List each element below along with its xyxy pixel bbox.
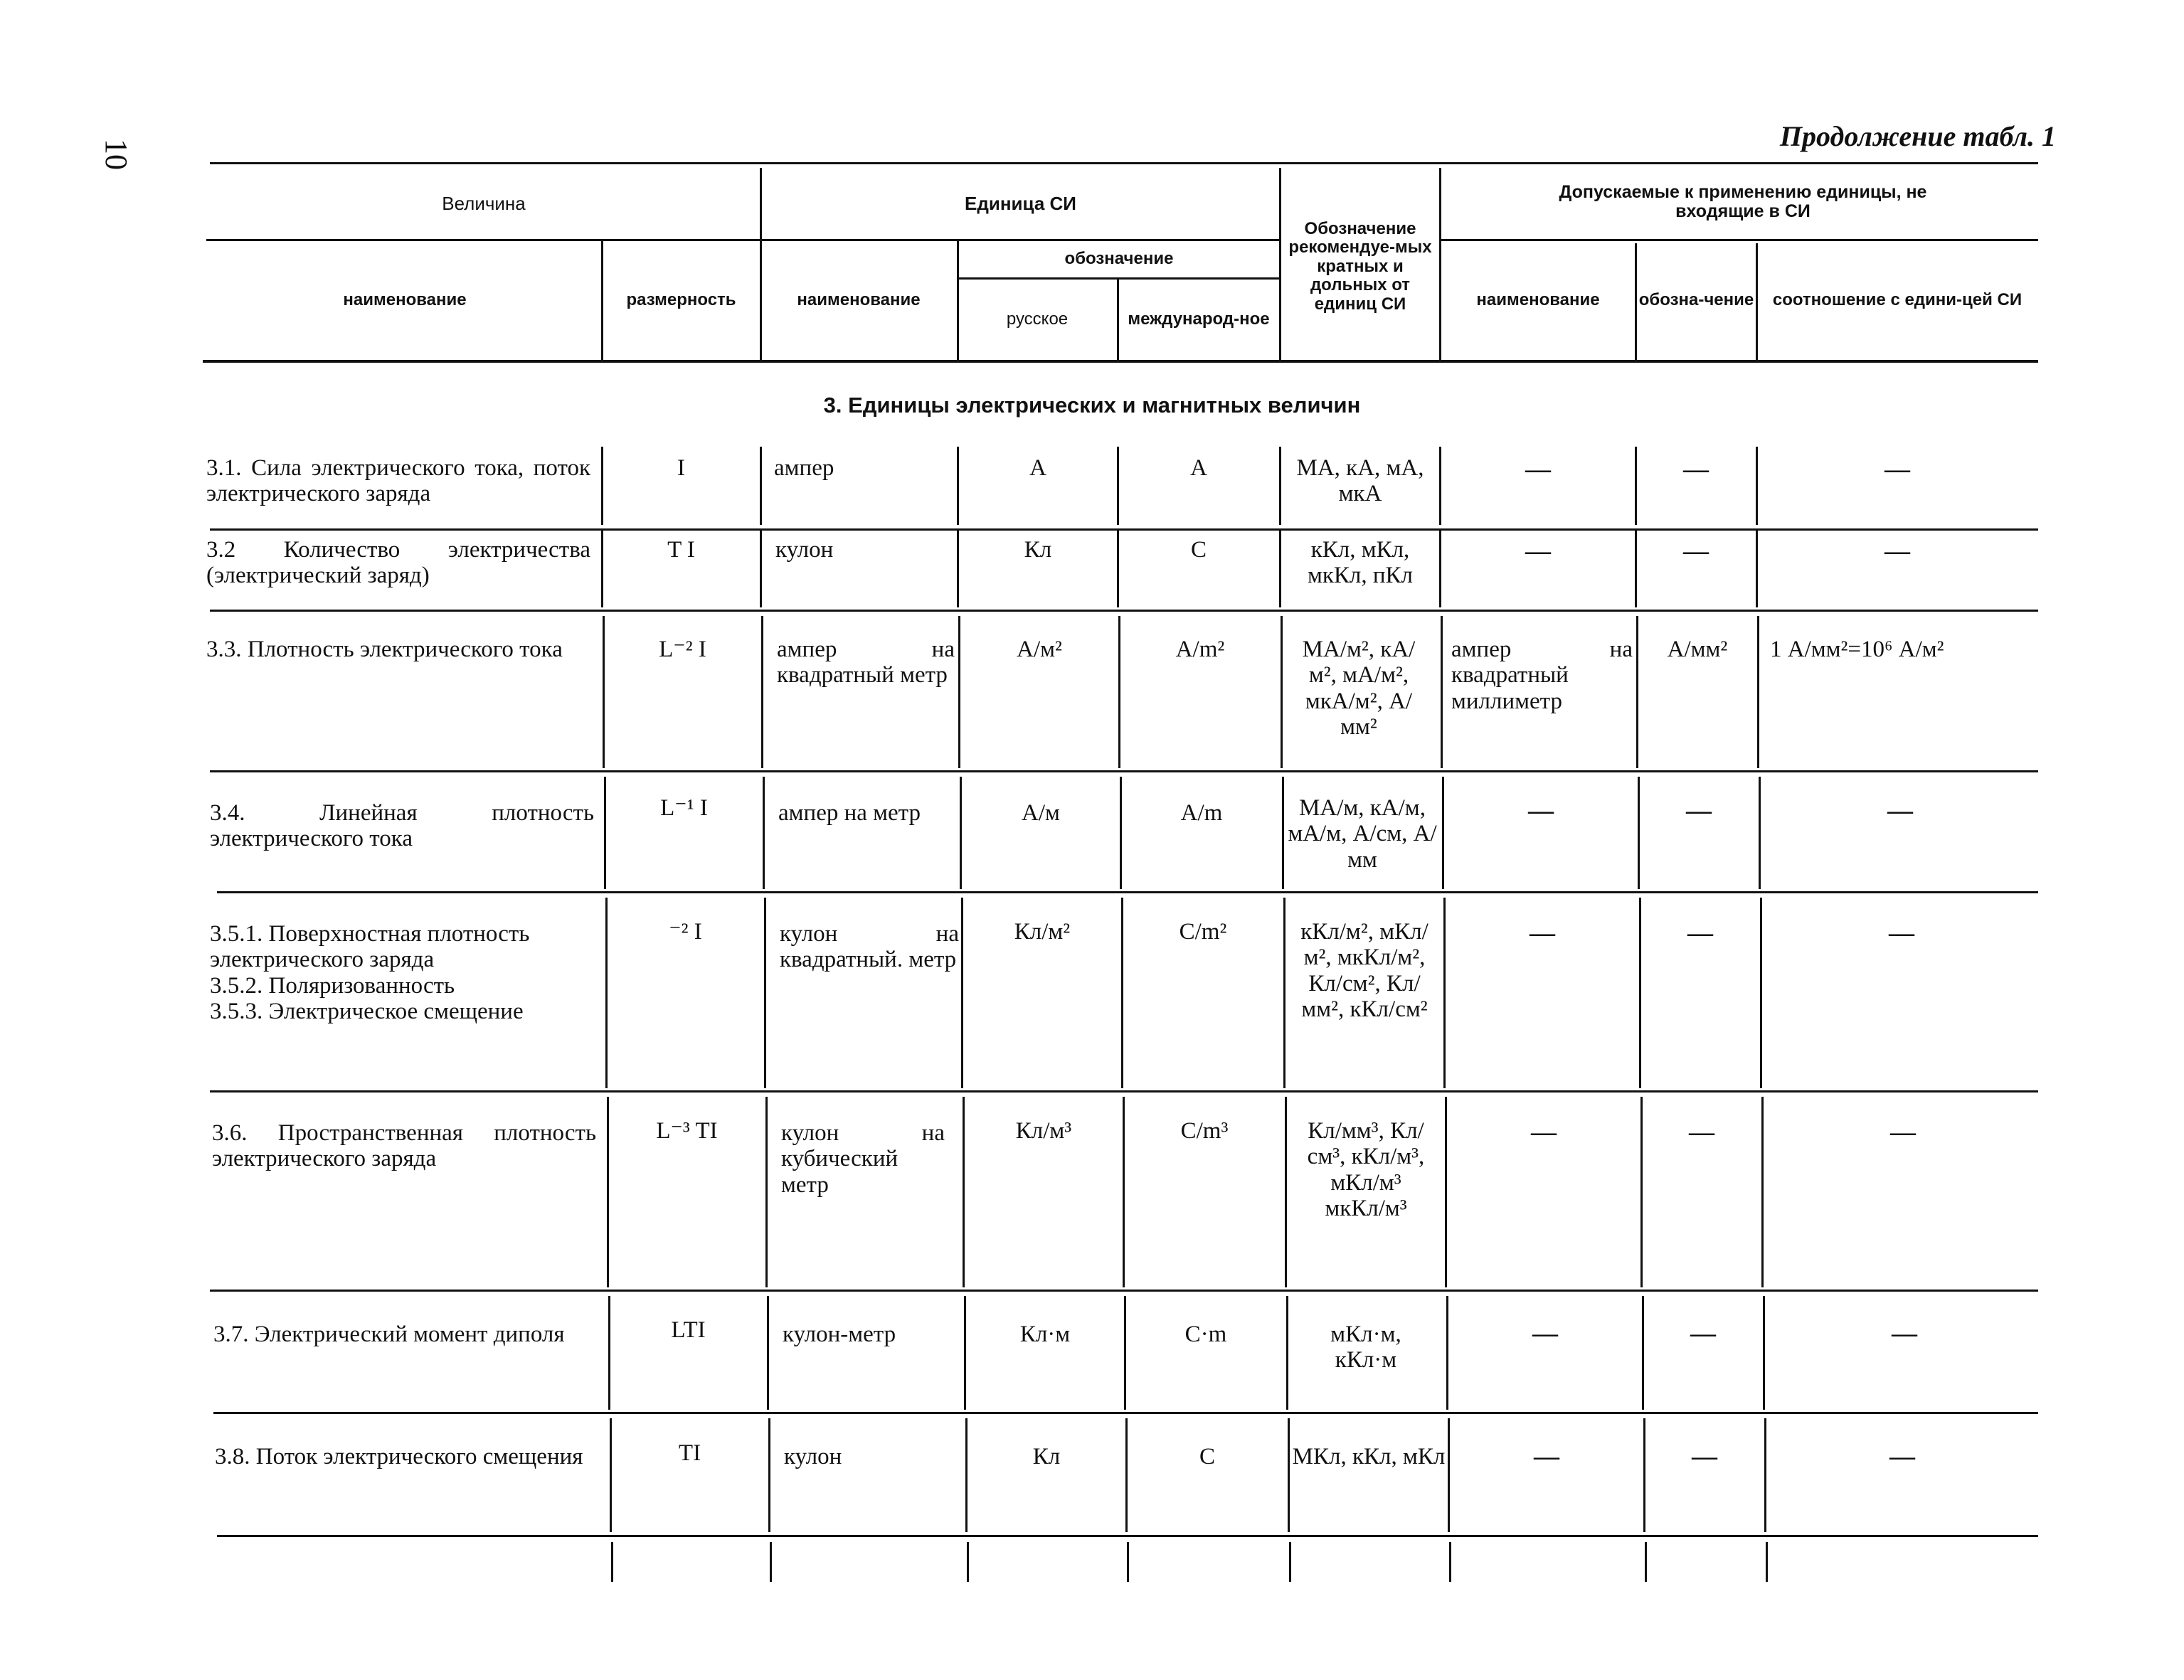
- column-rule: [1446, 1296, 1448, 1410]
- row-allowed-name: —: [1525, 536, 1551, 565]
- column-rule: [605, 898, 608, 1088]
- column-rule: [967, 1542, 969, 1582]
- row-unit-name: кулон на кубический метр: [781, 1120, 945, 1198]
- column-rule: [1766, 1542, 1768, 1582]
- row-rule: [210, 1090, 2038, 1092]
- column-rule: [1449, 1542, 1451, 1582]
- row-dimension: TI: [678, 1440, 701, 1466]
- header-bottom-rule: [203, 360, 2038, 363]
- column-rule: [1636, 616, 1638, 768]
- row-multiples: МА/м², кА/м², мА/м², мкА/м², А/мм²: [1302, 637, 1416, 740]
- row-symbol-ru: Кл: [1032, 1444, 1061, 1469]
- row-ratio: —: [1889, 918, 1914, 947]
- column-rule: [1289, 1542, 1291, 1582]
- header-mid-rule-left: [206, 239, 1281, 241]
- row-rule: [210, 1290, 2038, 1292]
- row-quantity: 3.4. Линейная плотность электрического тока: [210, 800, 594, 852]
- row-rule: [210, 610, 2038, 612]
- header-recommended: Обозначение рекомендуе-мых кратных и дольных от единиц СИ: [1288, 219, 1432, 314]
- section-title: 3. Единицы электрических и магнитных величин: [823, 393, 1361, 418]
- column-rule: [1756, 531, 1758, 607]
- column-rule: [1283, 898, 1286, 1088]
- column-rule: [770, 1542, 772, 1582]
- row-symbol-intl: C/m²: [1179, 919, 1227, 945]
- column-rule: [957, 531, 959, 607]
- row-allowed-symbol: —: [1687, 918, 1713, 947]
- row-symbol-intl: A/m: [1180, 800, 1223, 826]
- row-multiples: МА/м, кА/м, мА/м, А/см, А/мм: [1288, 795, 1437, 873]
- column-rule: [1645, 1542, 1647, 1582]
- column-rule: [964, 1296, 966, 1410]
- header-vline: [1756, 243, 1758, 360]
- row-allowed-name: ампер на квадратный миллиметр: [1451, 637, 1633, 714]
- header-name-si: наименование: [797, 290, 921, 310]
- column-rule: [1117, 531, 1119, 607]
- column-rule: [1124, 1296, 1126, 1410]
- column-rule: [1642, 1296, 1644, 1410]
- column-rule: [1635, 531, 1637, 607]
- column-rule: [601, 447, 603, 525]
- row-allowed-name: —: [1531, 1117, 1557, 1146]
- row-allowed-name: —: [1528, 796, 1554, 824]
- column-rule: [1439, 531, 1441, 607]
- column-rule: [1759, 777, 1761, 889]
- column-rule: [760, 531, 762, 607]
- row-unit-name: кулон: [775, 537, 834, 563]
- row-quantity: 3.6. Пространственная плотность электрического заряда: [212, 1120, 596, 1172]
- header-quantity: Величина: [442, 192, 526, 214]
- row-dimension: L⁻³ TI: [656, 1118, 718, 1144]
- row-rule: [213, 1412, 2038, 1414]
- header-designation-allowed: обозна-чение: [1638, 290, 1754, 310]
- column-rule: [763, 777, 765, 889]
- row-symbol-ru: А/м: [1022, 800, 1060, 826]
- column-rule: [1448, 1418, 1450, 1532]
- row-multiples: мКл·м, кКл·м: [1330, 1322, 1401, 1373]
- row-allowed-symbol: —: [1683, 536, 1709, 565]
- row-symbol-intl: A/m²: [1175, 637, 1225, 662]
- header-vline: [1117, 277, 1119, 360]
- column-rule: [1640, 1097, 1643, 1287]
- column-rule: [1445, 1097, 1447, 1287]
- column-rule: [765, 1097, 768, 1287]
- row-ratio: —: [1889, 1442, 1915, 1470]
- column-rule: [965, 1418, 968, 1532]
- row-allowed-name: —: [1530, 918, 1555, 947]
- continuation-title: Продолжение табл. 1: [1779, 120, 2056, 152]
- row-quantity: 3.8. Поток электрического смещения: [215, 1444, 583, 1469]
- row-symbol-intl: C: [1199, 1444, 1215, 1469]
- column-rule: [961, 898, 963, 1088]
- header-designation: обозначение: [1064, 248, 1174, 268]
- header-international: международ-ное: [1128, 309, 1270, 329]
- table-top-rule: [210, 162, 2038, 164]
- row-rule: [210, 770, 2038, 772]
- row-quantity: 3.1. Сила электрического тока, поток электрического заряда: [206, 455, 590, 507]
- column-rule: [1286, 1296, 1288, 1410]
- column-rule: [608, 1296, 610, 1410]
- row-symbol-ru: Кл/м²: [1014, 919, 1071, 945]
- column-rule: [1757, 616, 1759, 768]
- row-multiples: кКл/м², мКл/м², мкКл/м², Кл/см², Кл/мм², кКл/см²: [1300, 919, 1428, 1022]
- row-quantity: 3.5.1. Поверхностная плотность электрического заряда 3.5.2. Поляризованность 3.5.3. Электрическое смещение: [210, 921, 530, 1024]
- header-vline: [1439, 168, 1441, 360]
- page-number: 10: [99, 139, 134, 170]
- row-allowed-symbol: —: [1690, 1319, 1716, 1347]
- header-name-quantity: наименование: [343, 290, 467, 310]
- row-unit-name: ампер на квадратный метр: [777, 637, 955, 689]
- header-russian: русское: [1006, 309, 1069, 329]
- column-rule: [764, 898, 766, 1088]
- row-symbol-ru: Кл: [1024, 537, 1052, 563]
- column-rule: [1443, 898, 1446, 1088]
- header-name-allowed: наименование: [1476, 290, 1600, 310]
- row-ratio: 1 А/мм²=10⁶ А/м²: [1770, 637, 1944, 662]
- row-symbol-ru: Кл·м: [1019, 1322, 1071, 1347]
- row-allowed-symbol: А/мм²: [1667, 637, 1728, 662]
- row-allowed-symbol: —: [1686, 796, 1712, 824]
- row-unit-name: кулон на квадратный. метр: [780, 921, 959, 973]
- column-rule: [1761, 1097, 1764, 1287]
- row-rule: [210, 528, 2038, 531]
- row-symbol-ru: А: [1029, 455, 1046, 481]
- column-rule: [1118, 616, 1120, 768]
- column-rule: [963, 1097, 965, 1287]
- row-symbol-intl: A: [1190, 455, 1207, 481]
- column-rule: [760, 447, 762, 525]
- column-rule: [767, 1296, 769, 1410]
- row-unit-name: кулон-метр: [783, 1322, 896, 1347]
- row-allowed-name: —: [1534, 1442, 1559, 1470]
- column-rule: [1638, 777, 1640, 889]
- column-rule: [603, 616, 605, 768]
- row-allowed-name: —: [1532, 1319, 1558, 1347]
- column-rule: [960, 777, 962, 889]
- row-allowed-symbol: —: [1683, 454, 1709, 483]
- column-rule: [1120, 777, 1122, 889]
- column-rule: [607, 1097, 609, 1287]
- column-rule: [957, 447, 959, 525]
- row-multiples: Кл/мм³, Кл/см³, кКл/м³, мКл/м³ мкКл/м³: [1307, 1118, 1425, 1221]
- row-ratio: —: [1887, 796, 1913, 824]
- row-multiples: МКл, кКл, мКл: [1292, 1444, 1446, 1469]
- column-rule: [1117, 447, 1119, 525]
- column-rule: [1643, 1418, 1645, 1532]
- row-dimension: ⁻² I: [669, 919, 702, 945]
- column-rule: [1635, 447, 1637, 525]
- column-rule: [1125, 1418, 1128, 1532]
- column-rule: [1764, 1418, 1766, 1532]
- column-rule: [1756, 447, 1758, 525]
- row-dimension: L⁻² I: [659, 637, 706, 662]
- row-allowed-symbol: —: [1689, 1117, 1714, 1146]
- row-unit-name: ампер: [774, 455, 834, 481]
- row-allowed-name: —: [1525, 454, 1551, 483]
- column-rule: [1442, 777, 1444, 889]
- column-rule: [601, 531, 603, 607]
- row-symbol-ru: Кл/м³: [1015, 1118, 1072, 1144]
- column-rule: [604, 777, 606, 889]
- header-dimension: размерность: [626, 290, 736, 310]
- row-rule: [217, 891, 2038, 893]
- row-symbol-intl: C: [1190, 537, 1207, 563]
- row-dimension: I: [677, 455, 685, 481]
- column-rule: [1279, 531, 1281, 607]
- row-quantity: 3.2 Количество электричества (электрический заряд): [206, 537, 590, 589]
- header-mid-rule-right: [1441, 239, 2038, 241]
- column-rule: [1760, 898, 1762, 1088]
- column-rule: [1123, 1097, 1125, 1287]
- row-quantity: 3.3. Плотность электрического тока: [206, 637, 563, 662]
- column-rule: [1441, 616, 1443, 768]
- row-ratio: —: [1885, 536, 1910, 565]
- row-symbol-intl: C/m³: [1180, 1118, 1229, 1144]
- row-symbol-ru: А/м²: [1017, 637, 1062, 662]
- row-ratio: —: [1890, 1117, 1916, 1146]
- column-rule: [1639, 898, 1641, 1088]
- column-rule: [1288, 1418, 1290, 1532]
- header-si-unit: Единица СИ: [965, 192, 1076, 214]
- column-rule: [1439, 447, 1441, 525]
- row-dimension: T I: [667, 537, 695, 563]
- row-unit-name: кулон: [784, 1444, 842, 1469]
- column-rule: [1127, 1542, 1129, 1582]
- row-ratio: —: [1892, 1319, 1917, 1347]
- row-dimension: L⁻¹ I: [660, 795, 708, 821]
- row-dimension: LTI: [671, 1317, 706, 1343]
- header-vline: [601, 239, 603, 360]
- row-ratio: —: [1885, 454, 1910, 483]
- column-rule: [958, 616, 960, 768]
- header-ratio: соотношение с едини-цей СИ: [1772, 290, 2023, 310]
- column-rule: [611, 1542, 613, 1582]
- row-allowed-symbol: —: [1692, 1442, 1717, 1470]
- header-vline: [1279, 168, 1281, 360]
- row-unit-name: ампер на метр: [778, 800, 921, 826]
- column-rule: [1763, 1296, 1765, 1410]
- column-rule: [1285, 1097, 1287, 1287]
- row-multiples: МА, кА, мА, мкА: [1296, 455, 1424, 507]
- row-rule: [217, 1535, 2038, 1537]
- row-multiples: кКл, мКл, мкКл, пКл: [1307, 537, 1414, 589]
- header-vline: [1635, 243, 1637, 360]
- column-rule: [1121, 898, 1123, 1088]
- column-rule: [1279, 447, 1281, 525]
- row-symbol-intl: C·m: [1184, 1322, 1227, 1347]
- column-rule: [768, 1418, 770, 1532]
- column-rule: [610, 1418, 612, 1532]
- header-allowed: Допускаемые к применению единицы, не входящие в СИ: [1559, 181, 1927, 221]
- column-rule: [761, 616, 763, 768]
- column-rule: [1281, 616, 1283, 768]
- row-quantity: 3.7. Электрический момент диполя: [213, 1322, 565, 1347]
